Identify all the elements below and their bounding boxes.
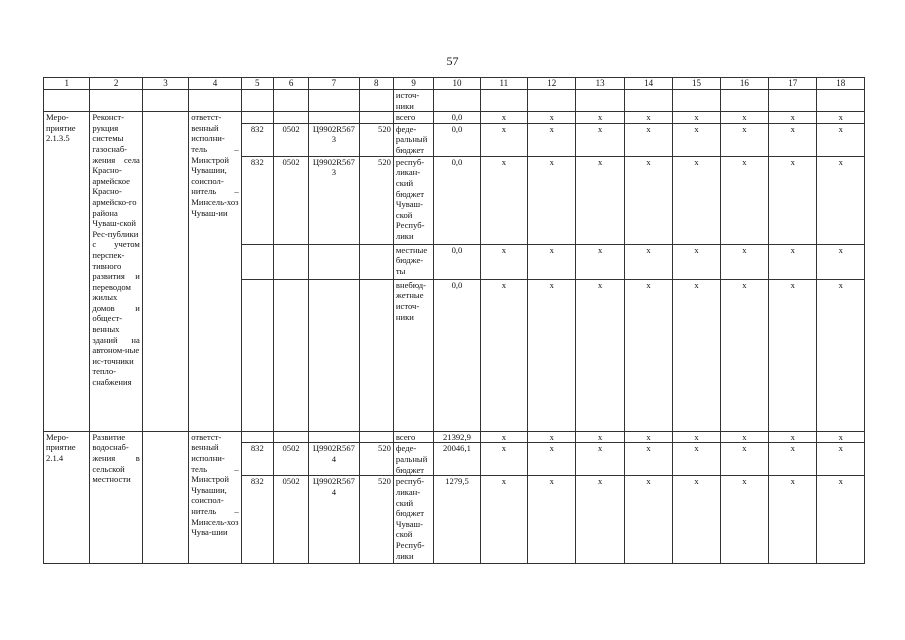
year-value-cell: x — [720, 156, 768, 244]
year-value-cell: x — [480, 244, 527, 279]
header-cell: 6 — [273, 78, 308, 90]
page-number: 57 — [446, 54, 459, 68]
year-value-cell: x — [720, 443, 768, 476]
year-value-cell: x — [817, 431, 865, 443]
vr-cell — [359, 244, 393, 279]
year-value-cell: x — [624, 279, 672, 431]
year-value-cell: x — [480, 279, 527, 431]
year-value-cell: x — [673, 476, 720, 564]
year-value-cell: x — [673, 244, 720, 279]
year-value-cell: x — [528, 156, 576, 244]
measure-2-1-3-5 — [44, 112, 865, 432]
year-value-cell: x — [480, 156, 527, 244]
csr-cell: Ц9902R5674 — [309, 443, 359, 476]
value-cell: 20046,1 — [434, 443, 480, 476]
measure-title-cell: Меро-приятие 2.1.4 — [44, 431, 90, 564]
csr-cell: Ц9902R5673 — [309, 123, 359, 156]
year-value-cell: x — [720, 476, 768, 564]
header-cell: 3 — [142, 78, 188, 90]
empty-cell — [142, 431, 188, 564]
header-cell: 2 — [90, 78, 142, 90]
year-value-cell: x — [576, 443, 624, 476]
source-cell: местные бюдже-ты — [393, 244, 433, 279]
year-value-cell: x — [624, 476, 672, 564]
year-value-cell: x — [528, 476, 576, 564]
grbs-cell — [241, 279, 273, 431]
year-value-cell: x — [673, 431, 720, 443]
source-cell: феде-ральный бюджет — [393, 123, 433, 156]
year-value-cell: x — [720, 123, 768, 156]
csr-cell — [309, 112, 359, 124]
source-cell: внебюд-жетные источ-ники — [393, 279, 433, 431]
source-cell: всего — [393, 112, 433, 124]
csr-cell: Ц9902R5674 — [309, 476, 359, 564]
rz-cell — [273, 112, 308, 124]
csr-cell — [309, 279, 359, 431]
header-row — [44, 78, 865, 90]
header-cell: 14 — [624, 78, 672, 90]
csr-cell — [309, 431, 359, 443]
header-cell: 12 — [528, 78, 576, 90]
year-value-cell: x — [769, 476, 817, 564]
year-value-cell: x — [817, 244, 865, 279]
year-value-cell: x — [480, 443, 527, 476]
vr-cell: 520 — [359, 476, 393, 564]
grbs-cell: 832 — [241, 123, 273, 156]
grbs-cell: 832 — [241, 476, 273, 564]
responsible-cell: ответст-венный исполни-тель – Минстрой Чувашии, соиспол-нитель – Минсель-хоз Чува-шии — [189, 431, 241, 564]
vr-cell: 520 — [359, 156, 393, 244]
year-value-cell: x — [576, 123, 624, 156]
year-value-cell: x — [769, 431, 817, 443]
year-value-cell: x — [624, 156, 672, 244]
year-value-cell: x — [528, 112, 576, 124]
year-value-cell: x — [480, 112, 527, 124]
source-cell: респуб-ликан-ский бюджет Чуваш-ской Респуб-лики — [393, 476, 433, 564]
value-cell: 1279,5 — [434, 476, 480, 564]
table-row — [44, 431, 865, 443]
year-value-cell: x — [480, 476, 527, 564]
vr-cell — [359, 431, 393, 443]
vr-cell: 520 — [359, 123, 393, 156]
vr-cell — [359, 112, 393, 124]
responsible-cell: ответст-венный исполни-тель – Минстрой Чувашии, соиспол-нитель – Минсель-хоз Чуваш-ии — [189, 112, 241, 432]
empty-cell — [142, 112, 188, 432]
rz-cell — [273, 279, 308, 431]
year-value-cell: x — [576, 476, 624, 564]
year-value-cell: x — [817, 156, 865, 244]
grbs-cell — [241, 431, 273, 443]
year-value-cell: x — [817, 476, 865, 564]
year-value-cell: x — [528, 431, 576, 443]
header-cell: 7 — [309, 78, 359, 90]
vr-cell — [359, 279, 393, 431]
header-cell: 13 — [576, 78, 624, 90]
table-row — [44, 112, 865, 124]
value-cell: 0,0 — [434, 123, 480, 156]
value-cell: 0,0 — [434, 112, 480, 124]
year-value-cell: x — [817, 443, 865, 476]
header-cell: 15 — [673, 78, 720, 90]
header-cell: 10 — [434, 78, 480, 90]
year-value-cell: x — [480, 431, 527, 443]
source-cell: источ-ники — [393, 90, 433, 112]
year-value-cell: x — [769, 443, 817, 476]
source-cell: респуб-ликан-ский бюджет Чуваш-ской Респуб-лики — [393, 156, 433, 244]
year-value-cell: x — [817, 123, 865, 156]
header-cell: 5 — [241, 78, 273, 90]
year-value-cell: x — [528, 279, 576, 431]
year-value-cell: x — [576, 279, 624, 431]
value-cell: 0,0 — [434, 156, 480, 244]
year-value-cell: x — [673, 443, 720, 476]
year-value-cell: x — [528, 123, 576, 156]
year-value-cell: x — [528, 244, 576, 279]
year-value-cell: x — [720, 431, 768, 443]
year-value-cell: x — [673, 279, 720, 431]
year-value-cell: x — [720, 112, 768, 124]
header-cell: 1 — [44, 78, 90, 90]
header-cell: 16 — [720, 78, 768, 90]
value-cell: 0,0 — [434, 279, 480, 431]
year-value-cell: x — [817, 279, 865, 431]
header-cell: 9 — [393, 78, 433, 90]
header-cell: 8 — [359, 78, 393, 90]
measure-name-cell: Реконст-рукция системы газоснаб-жения села Красно-армейское Красно-армейско-го района Чуваш-ской Рес-публики с учетом перспек-тивного развития и переводом жилых домов и общест-венных зданий на автоном-ные ис-точники теплo-снабжения — [90, 112, 142, 432]
header-cell: 17 — [769, 78, 817, 90]
source-cell: всего — [393, 431, 433, 443]
rz-cell: 0502 — [273, 476, 308, 564]
year-value-cell: x — [720, 279, 768, 431]
year-value-cell: x — [769, 112, 817, 124]
year-value-cell: x — [769, 123, 817, 156]
year-value-cell: x — [720, 244, 768, 279]
source-cell: феде-ральный бюджет — [393, 443, 433, 476]
year-value-cell: x — [673, 123, 720, 156]
year-value-cell: x — [576, 112, 624, 124]
year-value-cell: x — [576, 431, 624, 443]
csr-cell: Ц9902R5673 — [309, 156, 359, 244]
year-value-cell: x — [624, 123, 672, 156]
year-value-cell: x — [769, 279, 817, 431]
measure-2-1-4 — [44, 431, 865, 564]
grbs-cell — [241, 244, 273, 279]
year-value-cell: x — [673, 156, 720, 244]
year-value-cell: x — [624, 431, 672, 443]
year-value-cell: x — [817, 112, 865, 124]
year-value-cell: x — [624, 443, 672, 476]
grbs-cell — [241, 112, 273, 124]
measure-title-cell: Меро-приятие 2.1.3.5 — [44, 112, 90, 432]
rz-cell: 0502 — [273, 123, 308, 156]
rz-cell: 0502 — [273, 156, 308, 244]
year-value-cell: x — [480, 123, 527, 156]
measure-name-cell: Развитие водоснаб-жения в сельской местности — [90, 431, 142, 564]
header-cell: 11 — [480, 78, 527, 90]
value-cell: 21392,9 — [434, 431, 480, 443]
continuation-row — [44, 90, 865, 112]
budget-table — [43, 77, 865, 564]
year-value-cell: x — [576, 156, 624, 244]
csr-cell — [309, 244, 359, 279]
header-cell: 4 — [189, 78, 241, 90]
year-value-cell: x — [576, 244, 624, 279]
grbs-cell: 832 — [241, 156, 273, 244]
vr-cell: 520 — [359, 443, 393, 476]
year-value-cell: x — [673, 112, 720, 124]
year-value-cell: x — [528, 443, 576, 476]
rz-cell: 0502 — [273, 443, 308, 476]
grbs-cell: 832 — [241, 443, 273, 476]
rz-cell — [273, 431, 308, 443]
header-cell: 18 — [817, 78, 865, 90]
rz-cell — [273, 244, 308, 279]
year-value-cell: x — [624, 112, 672, 124]
year-value-cell: x — [624, 244, 672, 279]
year-value-cell: x — [769, 244, 817, 279]
value-cell: 0,0 — [434, 244, 480, 279]
year-value-cell: x — [769, 156, 817, 244]
